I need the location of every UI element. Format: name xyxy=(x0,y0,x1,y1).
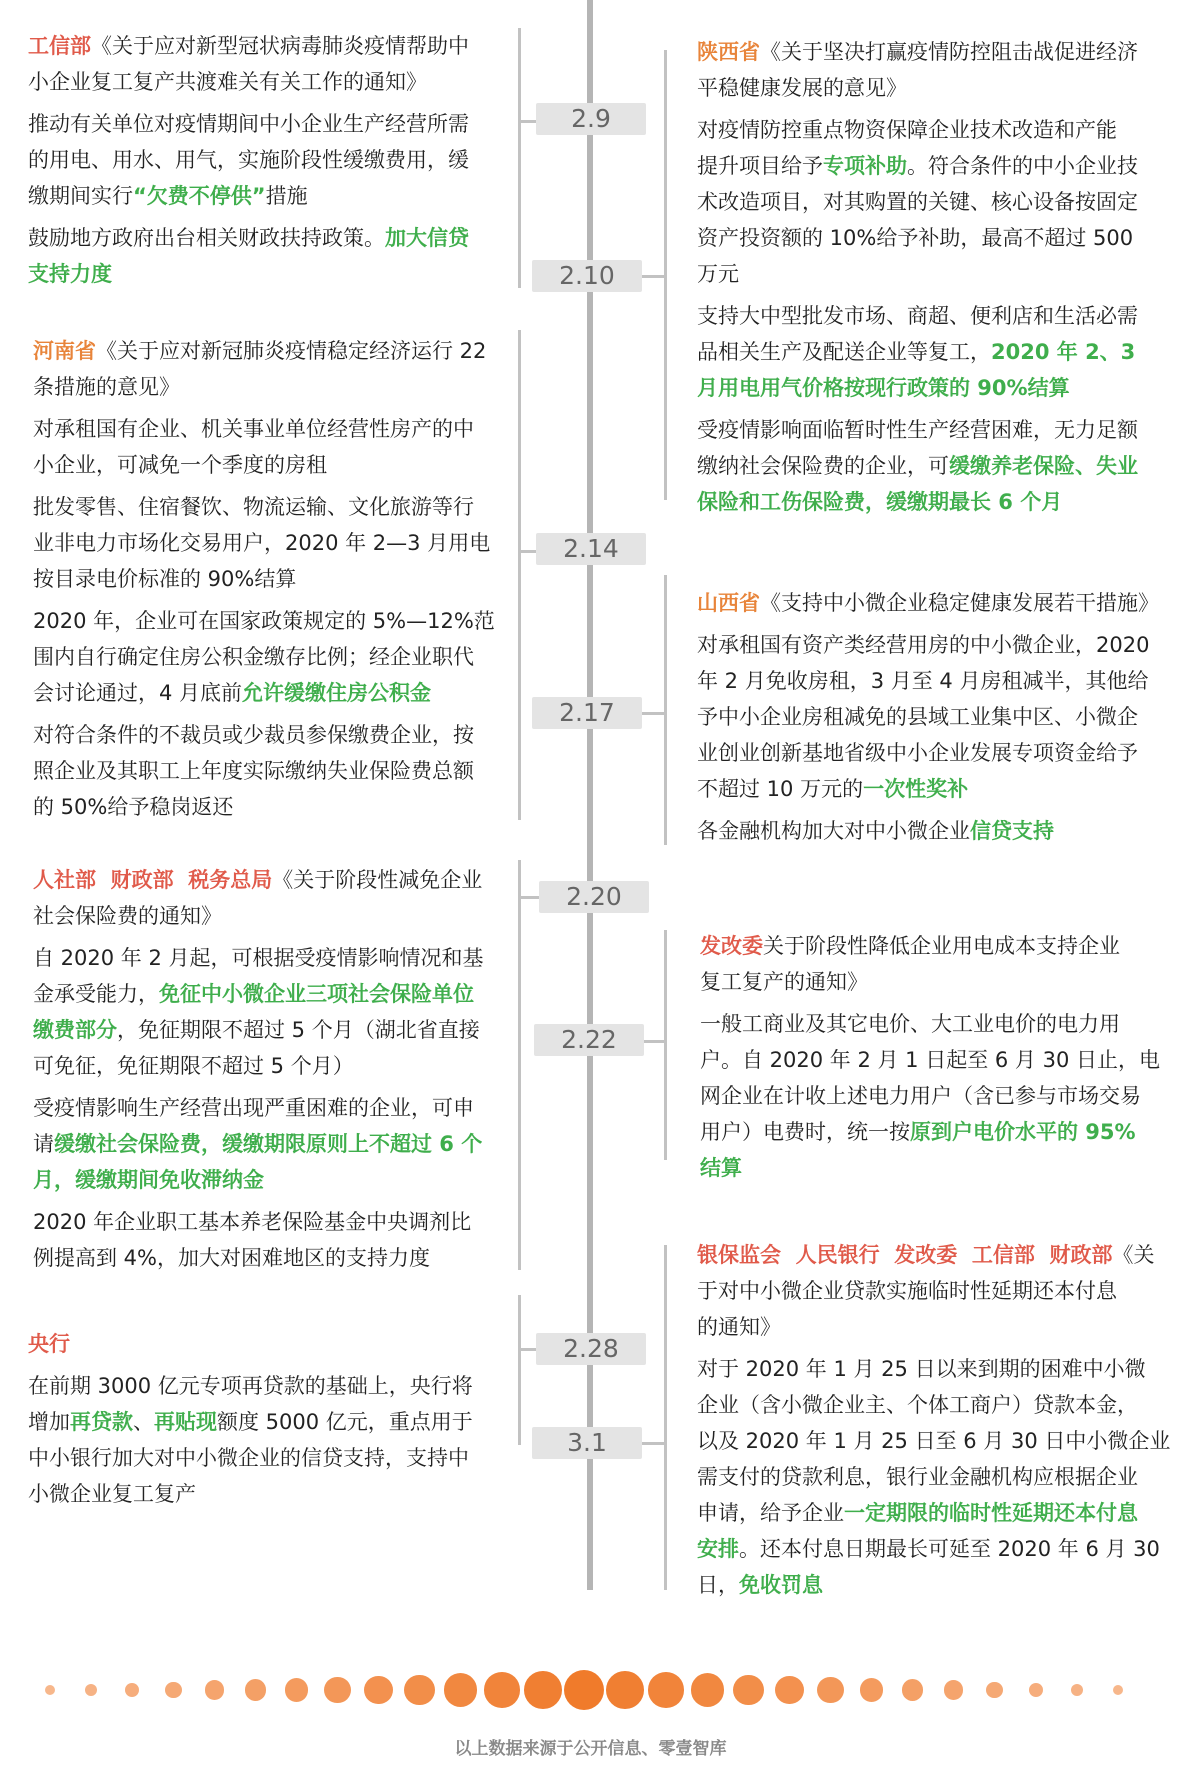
policy-text: 业非电力市场化交易用户，2020 年 2—3 月用电 xyxy=(33,531,491,555)
decorative-dot xyxy=(524,1671,562,1709)
policy-text xyxy=(697,1567,1170,1603)
policy-text xyxy=(697,1495,1170,1531)
decorative-dot xyxy=(648,1672,683,1707)
policy-block-henan xyxy=(33,333,495,825)
decorative-dot xyxy=(902,1679,924,1701)
policy-text: 以及 2020 年 1 月 25 日至 6 月 30 日中小微企业 xyxy=(697,1429,1171,1453)
bracket-line xyxy=(642,712,667,715)
policy-text xyxy=(697,484,1138,520)
issuer-label: 河南省 xyxy=(33,339,96,363)
policy-text: 在前期 3000 亿元专项再贷款的基础上，央行将 xyxy=(28,1374,473,1398)
issuer-label: 银保监会 人民银行 发改委 工信部 财政部 xyxy=(697,1243,1113,1267)
decorative-dot xyxy=(444,1673,477,1706)
policy-block-pboc xyxy=(28,1326,473,1512)
highlight-text: 原到户电价水平的 95% xyxy=(910,1120,1136,1144)
policy-block-miit xyxy=(28,28,469,292)
title-text: 《关于应对新型冠状病毒肺炎疫情帮助中 xyxy=(91,34,469,58)
date-label: 2.28 xyxy=(536,1333,646,1365)
policy-text xyxy=(33,1126,484,1162)
highlight-text: “欠费不停供” xyxy=(133,184,266,208)
date-label: 2.17 xyxy=(532,697,642,729)
text-run: 会讨论通过，4 月底前 xyxy=(33,681,243,705)
text-run: 。符合条件的中小企业技 xyxy=(907,154,1138,178)
bracket-line xyxy=(518,550,536,553)
policy-text xyxy=(700,1114,1160,1150)
policy-text: 年 2 月免收房租，3 月至 4 月房租减半，其他给 xyxy=(697,669,1149,693)
date-label: 2.14 xyxy=(536,533,646,565)
decorative-dot xyxy=(285,1678,309,1702)
text-run: 不超过 10 万元的 xyxy=(697,777,864,801)
policy-text xyxy=(33,675,495,711)
decorative-dot xyxy=(205,1680,224,1699)
policy-title xyxy=(28,1326,473,1362)
policy-text xyxy=(28,1404,473,1440)
bracket-line xyxy=(642,275,667,278)
policy-title-cont: 于对中小微企业贷款实施临时性延期还本付息 xyxy=(697,1279,1117,1303)
policy-text: 对符合条件的不裁员或少裁员参保缴费企业，按 xyxy=(33,723,474,747)
decorative-dot xyxy=(1029,1683,1044,1698)
highlight-text: 缓缴养老保险、失业 xyxy=(949,454,1138,478)
policy-text: 业创业创新基地省级中小企业发展专项资金给予 xyxy=(697,741,1138,765)
decorative-dot xyxy=(165,1682,182,1699)
policy-text: 户。自 2020 年 2 月 1 日起至 6 月 30 日止，电 xyxy=(700,1048,1160,1072)
policy-text: 可免征，免征期限不超过 5 个月） xyxy=(33,1054,354,1078)
policy-title xyxy=(697,34,1138,70)
date-label: 2.22 xyxy=(534,1024,644,1056)
title-text: 《关 xyxy=(1112,1243,1155,1267)
title-text: 《关于阶段性减免企业 xyxy=(272,868,483,892)
bracket-line xyxy=(664,930,667,1160)
text-run: ，免征期限不超过 5 个月（湖北省直接 xyxy=(117,1018,480,1042)
bracket-line xyxy=(518,1295,521,1445)
decorative-dot xyxy=(817,1677,843,1703)
policy-text: 按目录电价标准的 90%结算 xyxy=(33,567,297,591)
text-run: 请 xyxy=(33,1132,54,1156)
highlight-text: 一定期限的临时性延期还本付息 xyxy=(844,1501,1138,1525)
policy-text xyxy=(697,370,1138,406)
text-run: 缴期间实行 xyxy=(28,184,133,208)
text-run: 品相关生产及配送企业等复工， xyxy=(697,340,991,364)
policy-text: 对承租国有资产类经营用房的中小微企业，2020 xyxy=(697,633,1150,657)
policy-text: 万元 xyxy=(697,262,739,286)
text-run: 增加 xyxy=(28,1410,70,1434)
bracket-line xyxy=(518,860,521,1270)
bracket-line xyxy=(518,28,521,288)
policy-title xyxy=(28,28,469,64)
policy-title xyxy=(33,862,484,898)
issuer-label: 发改委 xyxy=(700,934,763,958)
policy-text xyxy=(700,1150,1160,1186)
issuer-label: 人社部 财政部 税务总局 xyxy=(33,868,273,892)
bracket-line xyxy=(644,1040,667,1043)
policy-text: 例提高到 4%，加大对困难地区的支持力度 xyxy=(33,1246,430,1270)
policy-text: 需支付的贷款利息，银行业金融机构应根据企业 xyxy=(697,1465,1138,1489)
decorative-dot xyxy=(733,1675,764,1706)
policy-text xyxy=(697,771,1159,807)
decorative-dot xyxy=(944,1680,963,1699)
policy-text: 照企业及其职工上年度实际缴纳失业保险费总额 xyxy=(33,759,474,783)
bracket-line xyxy=(664,575,667,845)
policy-block-mohrss xyxy=(33,862,484,1276)
bracket-line xyxy=(518,330,521,820)
policy-text: 企业（含小微企业主、个体工商户）贷款本金， xyxy=(697,1393,1138,1417)
policy-text: 资产投资额的 10%给予补助，最高不超过 500 xyxy=(697,226,1134,250)
decorative-dot xyxy=(1113,1685,1123,1695)
policy-title-cont: 的通知》 xyxy=(697,1315,781,1339)
text-run: 各金融机构加大对中小微企业 xyxy=(697,819,970,843)
text-run: 金承受能力， xyxy=(33,982,159,1006)
highlight-text: 保险和工伤保险费，缓缴期最长 6 个月 xyxy=(697,490,1063,514)
policy-text: 支持大中型批发市场、商超、便利店和生活必需 xyxy=(697,304,1138,328)
decorative-dot xyxy=(691,1673,724,1706)
bracket-line xyxy=(664,1245,667,1590)
text-run: 提升项目给予 xyxy=(697,154,823,178)
policy-text xyxy=(697,334,1138,370)
policy-title-cont: 复工复产的通知》 xyxy=(700,970,868,994)
decorative-dot xyxy=(125,1683,140,1698)
highlight-text: 月，缓缴期间免收滞纳金 xyxy=(33,1168,264,1192)
policy-title xyxy=(33,333,495,369)
highlight-text: 免征中小微企业三项社会保险单位 xyxy=(159,982,474,1006)
decorative-dot xyxy=(1071,1684,1083,1696)
highlight-text: 信贷支持 xyxy=(970,819,1054,843)
policy-text xyxy=(697,148,1138,184)
title-text: 《支持中小微企业稳定健康发展若干措施》 xyxy=(760,591,1159,615)
highlight-text: 缴费部分 xyxy=(33,1018,117,1042)
policy-text: 2020 年企业职工基本养老保险基金中央调剂比 xyxy=(33,1210,472,1234)
policy-title-cont: 平稳健康发展的意见》 xyxy=(697,76,907,100)
highlight-text: 2020 年 2、3 xyxy=(991,340,1136,364)
policy-text: 2020 年，企业可在国家政策规定的 5%—12%范 xyxy=(33,609,495,633)
policy-text: 推动有关单位对疫情期间中小企业生产经营所需 xyxy=(28,112,469,136)
text-run: 、 xyxy=(133,1410,154,1434)
policy-text xyxy=(697,448,1138,484)
decorative-dot xyxy=(564,1670,604,1710)
policy-text: 小微企业复工复产 xyxy=(28,1482,196,1506)
issuer-label: 山西省 xyxy=(697,591,760,615)
decorative-dot xyxy=(85,1684,97,1696)
policy-block-shanxi xyxy=(697,585,1159,849)
policy-text: 一般工商业及其它电价、大工业电价的电力用 xyxy=(700,1012,1120,1036)
policy-block-shaanxi xyxy=(697,34,1138,520)
date-label: 3.1 xyxy=(532,1427,642,1459)
highlight-text: 结算 xyxy=(700,1156,742,1180)
highlight-text: 一次性奖补 xyxy=(863,777,969,801)
highlight-text: 月用电用气价格按现行政策的 90%结算 xyxy=(697,376,1070,400)
decorative-dot xyxy=(606,1671,644,1709)
policy-text: 的用电、用水、用气，实施阶段性缓缴费用，缓 xyxy=(28,148,469,172)
highlight-text: 免收罚息 xyxy=(739,1573,823,1597)
policy-text: 中小银行加大对中小微企业的信贷支持，支持中 xyxy=(28,1446,469,1470)
date-label: 2.10 xyxy=(532,260,642,292)
policy-text: 对疫情防控重点物资保障企业技术改造和产能 xyxy=(697,118,1117,142)
title-text: 关于阶段性降低企业用电成本支持企业 xyxy=(763,934,1120,958)
policy-text xyxy=(28,178,469,214)
text-run: 额度 5000 亿元，重点用于 xyxy=(217,1410,473,1434)
policy-text: 术改造项目，对其购置的关键、核心设备按固定 xyxy=(697,190,1138,214)
policy-text xyxy=(33,976,484,1012)
text-run: 用户）电费时，统一按 xyxy=(700,1120,910,1144)
title-text: 《关于坚决打赢疫情防控阻击战促进经济 xyxy=(760,40,1138,64)
policy-text: 受疫情影响面临暂时性生产经营困难，无力足额 xyxy=(697,418,1138,442)
date-label: 2.20 xyxy=(539,881,649,913)
decorative-dot xyxy=(245,1679,267,1701)
issuer-label: 央行 xyxy=(28,1332,70,1356)
policy-title-cont: 社会保险费的通知》 xyxy=(33,904,222,928)
bracket-line xyxy=(518,1348,536,1351)
highlight-text: 允许缓缴住房公积金 xyxy=(242,681,432,705)
issuer-label: 陕西省 xyxy=(697,40,760,64)
highlight-text: 专项补助 xyxy=(823,154,907,178)
text-run: 措施 xyxy=(265,184,308,208)
highlight-text: 再贷款 xyxy=(70,1410,133,1434)
policy-text xyxy=(33,1162,484,1198)
policy-block-ndrc xyxy=(700,928,1160,1186)
highlight-text: 缓缴社会保险费，缓缴期限原则上不超过 6 个 xyxy=(54,1132,483,1156)
text-run: 申请，给予企业 xyxy=(697,1501,844,1525)
decorative-dot xyxy=(986,1682,1003,1699)
policy-text xyxy=(33,1012,484,1048)
highlight-text: 再贴现 xyxy=(154,1410,217,1434)
decorative-dot xyxy=(404,1675,435,1706)
policy-text: 批发零售、住宿餐饮、物流运输、文化旅游等行 xyxy=(33,495,474,519)
decorative-dot xyxy=(45,1685,55,1695)
policy-text: 小企业，可减免一个季度的房租 xyxy=(33,453,327,477)
issuer-label: 工信部 xyxy=(28,34,91,58)
policy-title xyxy=(697,585,1159,621)
decorative-dot xyxy=(364,1676,392,1704)
policy-title-cont: 小企业复工复产共渡难关有关工作的通知》 xyxy=(28,70,427,94)
highlight-text: 加大信贷 xyxy=(385,226,469,250)
decorative-dot xyxy=(324,1677,350,1703)
text-run: 鼓励地方政府出台相关财政扶持政策。 xyxy=(28,226,385,250)
decorative-dot-row xyxy=(0,1660,1181,1720)
policy-text: 对于 2020 年 1 月 25 日以来到期的困难中小微 xyxy=(697,1357,1146,1381)
policy-text xyxy=(697,813,1159,849)
policy-text: 围内自行确定住房公积金缴存比例；经企业职代 xyxy=(33,645,474,669)
text-run: 缴纳社会保险费的企业，可 xyxy=(697,454,949,478)
text-run: 。还本付息日期最长可延至 2020 年 6 月 30 xyxy=(739,1537,1160,1561)
bracket-line xyxy=(518,896,539,899)
bracket-line xyxy=(642,1442,667,1445)
policy-text xyxy=(28,256,469,292)
decorative-dot xyxy=(484,1672,519,1707)
decorative-dot xyxy=(860,1678,884,1702)
policy-text xyxy=(697,1531,1170,1567)
policy-text: 受疫情影响生产经营出现严重困难的企业，可申 xyxy=(33,1096,474,1120)
highlight-text: 支持力度 xyxy=(28,262,112,286)
policy-text: 对承租国有企业、机关事业单位经营性房产的中 xyxy=(33,417,474,441)
decorative-dot xyxy=(775,1676,803,1704)
title-text: 《关于应对新冠肺炎疫情稳定经济运行 22 xyxy=(96,339,487,363)
policy-text: 网企业在计收上述电力用户（含已参与市场交易 xyxy=(700,1084,1141,1108)
bracket-line xyxy=(518,120,536,123)
date-label: 2.9 xyxy=(536,103,646,135)
policy-text: 自 2020 年 2 月起，可根据受疫情影响情况和基 xyxy=(33,946,484,970)
policy-title xyxy=(700,928,1160,964)
source-note: 以上数据来源于公开信息、零壹智库 xyxy=(454,1739,727,1759)
policy-text xyxy=(28,220,469,256)
policy-text: 的 50%给予稳岗返还 xyxy=(33,795,234,819)
policy-block-cbirc xyxy=(697,1237,1170,1603)
highlight-text: 安排 xyxy=(697,1537,739,1561)
policy-title xyxy=(697,1237,1170,1273)
policy-title-cont: 条措施的意见》 xyxy=(33,375,180,399)
policy-text: 予中小企业房租减免的县域工业集中区、小微企 xyxy=(697,705,1138,729)
text-run: 日， xyxy=(697,1573,739,1597)
